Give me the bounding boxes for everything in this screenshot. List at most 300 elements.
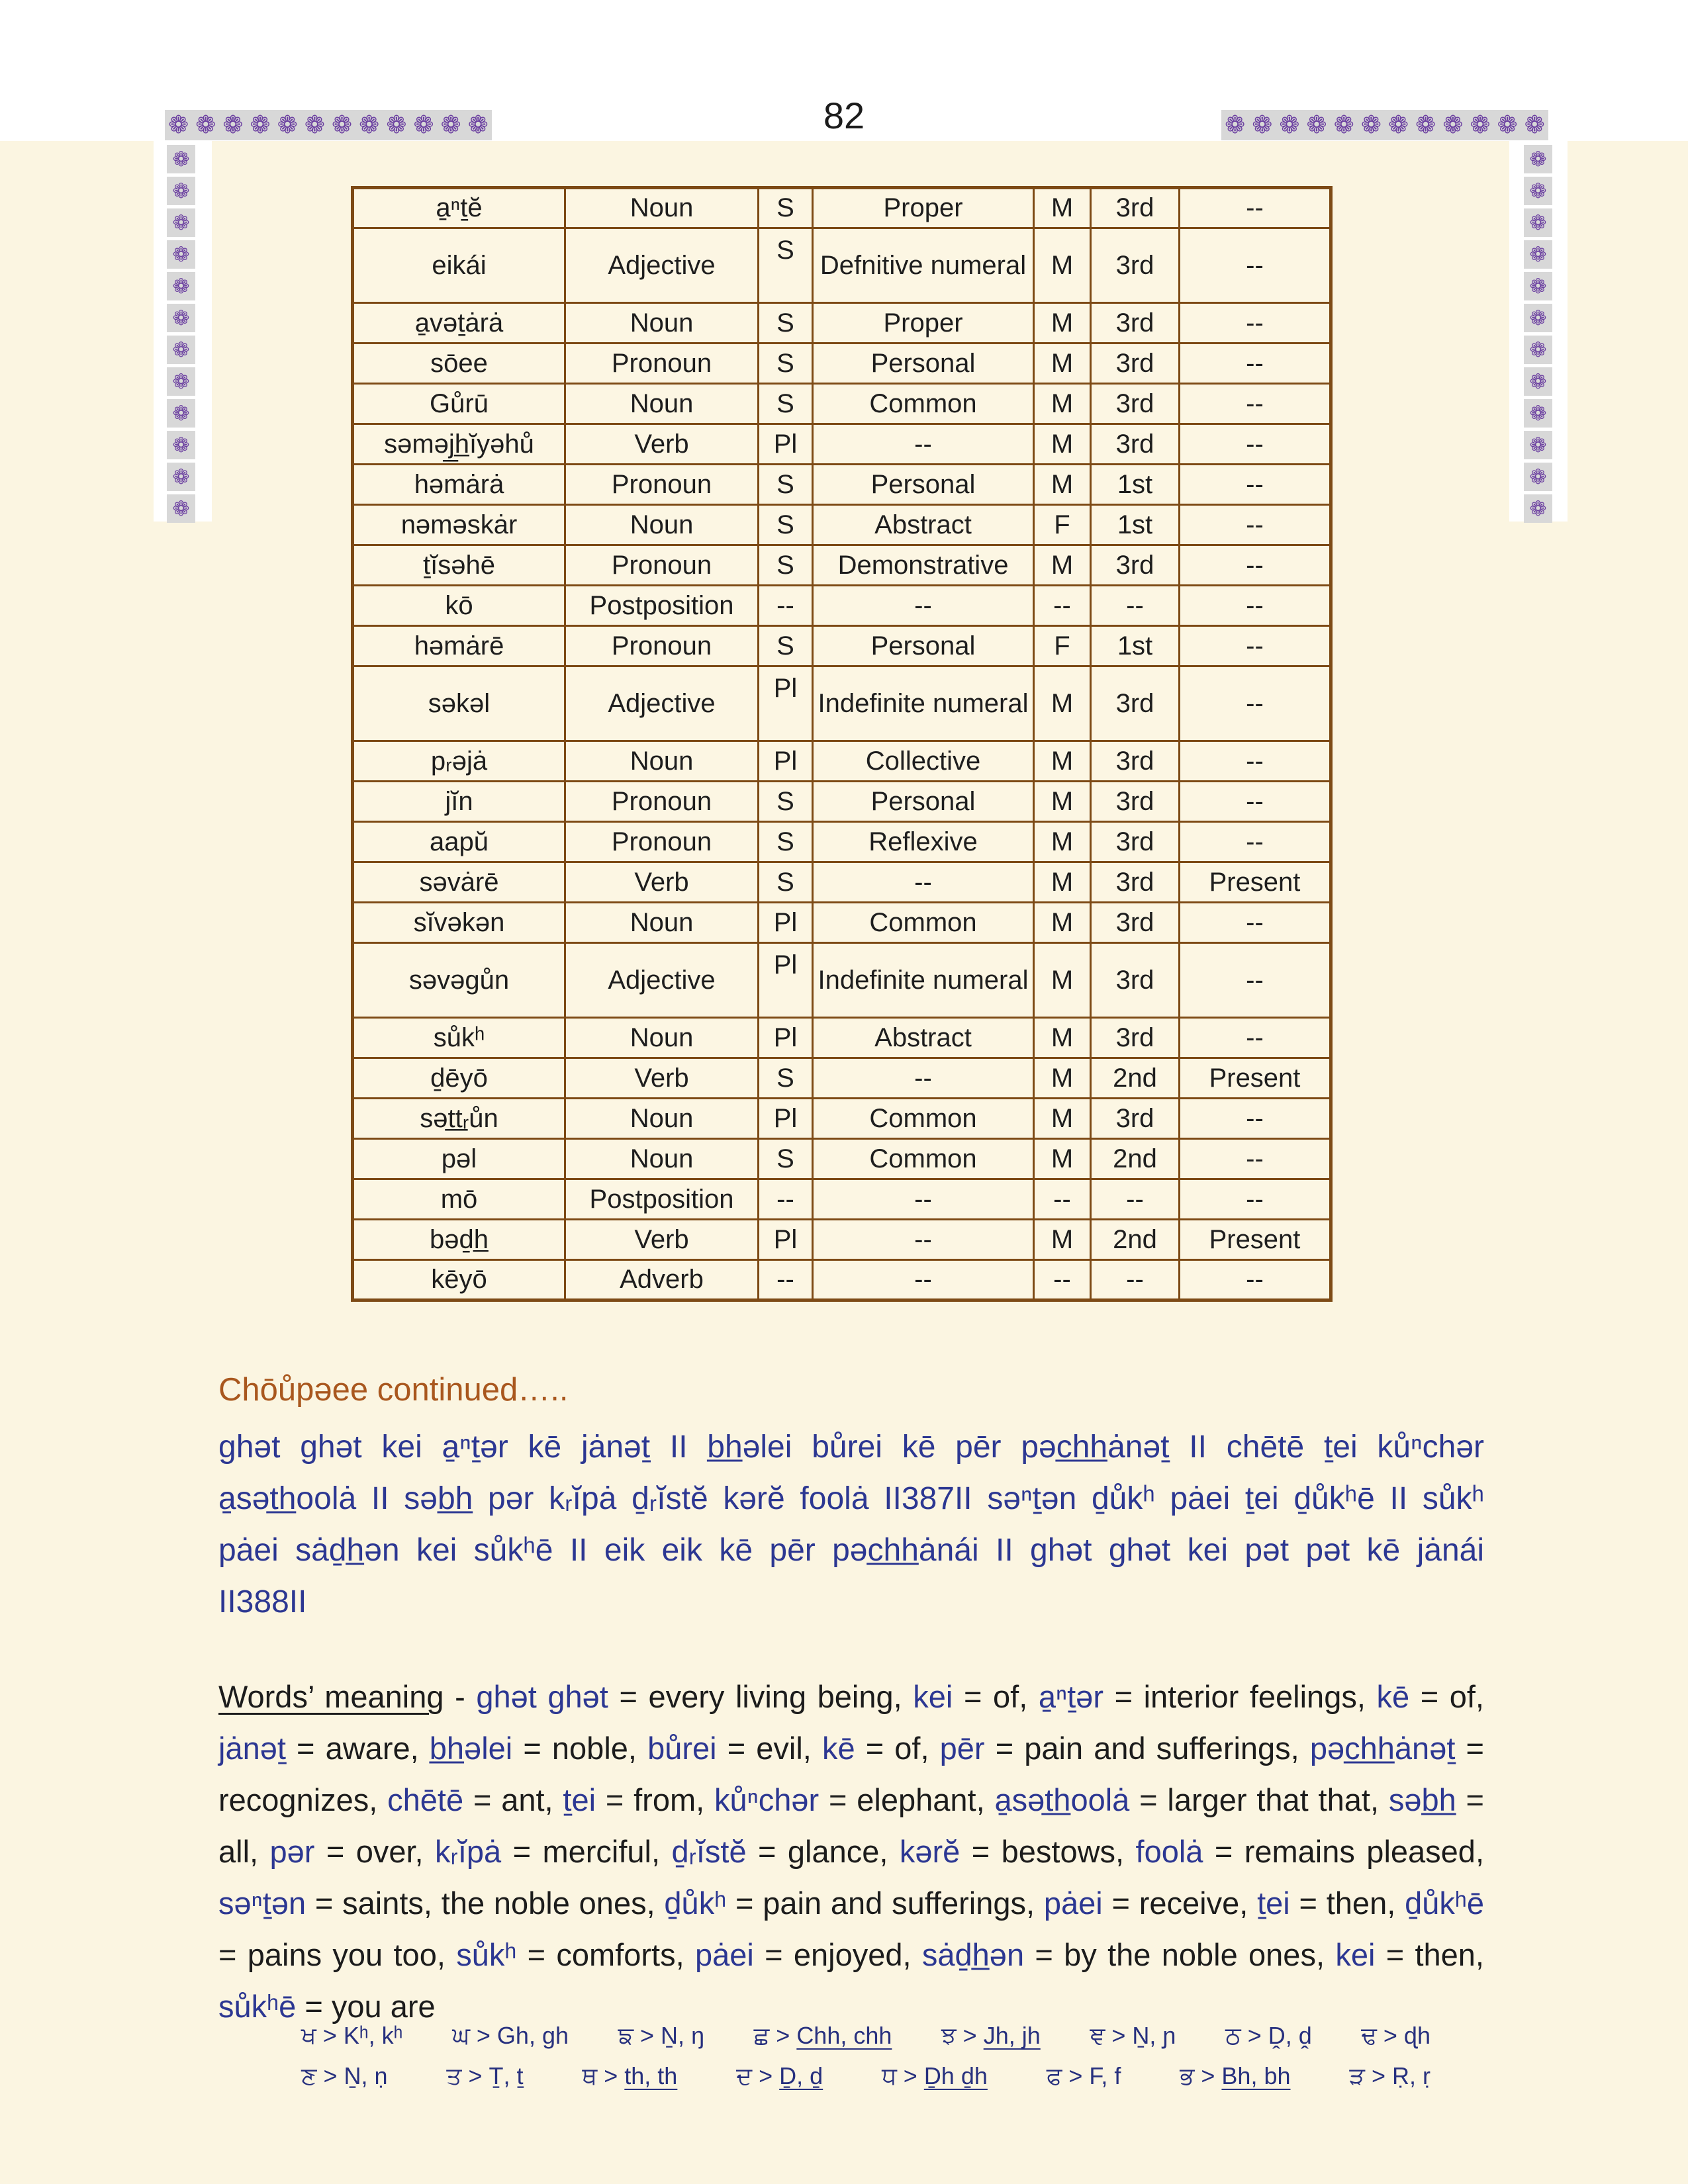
words-meaning-label: Words’ meaning (218, 1679, 444, 1714)
flower-icon: ❁ (172, 210, 190, 234)
flower-icon: ❁ (1529, 338, 1547, 361)
flower-tile (1524, 208, 1552, 237)
pos-cell: Pronoun (565, 626, 759, 666)
flower-icon: ❁ (1415, 111, 1436, 138)
meaning-text: = by the noble ones, (1024, 1937, 1336, 1972)
char-mapping-item (1180, 2062, 1290, 2091)
number-cell: S (759, 188, 813, 228)
type-cell: Proper (813, 303, 1034, 343)
gurmukhi-letter: ਞ (1090, 2022, 1105, 2049)
meaning-text: = of, (1409, 1679, 1484, 1714)
gurmukhi-letter: ਙ (618, 2022, 633, 2049)
flower-tile (1524, 336, 1552, 364)
table-row (353, 188, 1331, 228)
person-cell: 3rd (1091, 424, 1180, 465)
gender-cell: M (1034, 188, 1091, 228)
meaning-text: = then, (1375, 1937, 1484, 1972)
pos-cell: Adjective (565, 228, 759, 303)
flower-icon: ❁ (1529, 401, 1547, 425)
flower-icon: ❁ (1529, 242, 1547, 266)
gurmukhi-letter: ਠ (1225, 2022, 1241, 2049)
person-cell: 3rd (1091, 1018, 1180, 1058)
flower-icon: ❁ (1529, 369, 1547, 393)
flower-icon: ❁ (250, 111, 271, 138)
tense-cell: -- (1180, 228, 1331, 303)
word-cell: həmȧrȧ (353, 465, 565, 505)
flower-tile (1524, 272, 1552, 300)
table-row (353, 1139, 1331, 1179)
meaning-text: = ant, (463, 1782, 563, 1817)
word-cell: a̱ⁿṯĕ (353, 188, 565, 228)
transliterated-word: a̱ⁿṯər (1038, 1679, 1103, 1714)
gender-cell: M (1034, 1220, 1091, 1260)
section-heading: Chōůpəee continued….. (218, 1372, 569, 1408)
meaning-text: = over, (314, 1834, 436, 1869)
char-mapping-item (1225, 2022, 1312, 2050)
transliterated-word: pər (269, 1834, 315, 1869)
type-cell: Collective (813, 741, 1034, 782)
meaning-text: = evil, (716, 1731, 822, 1766)
latin-transliteration: Ṯ, ṯ (489, 2062, 524, 2089)
transliterated-word: səb̲h̲ (1388, 1782, 1456, 1817)
flower-tile (167, 367, 195, 396)
meaning-text: = you are (296, 1989, 436, 2024)
table-row (353, 1260, 1331, 1300)
table-row (353, 782, 1331, 822)
meaning-text: = noble, (512, 1731, 648, 1766)
table-row (353, 741, 1331, 782)
gurmukhi-letter: ਧ (882, 2062, 897, 2089)
tense-cell: -- (1180, 343, 1331, 384)
word-cell: sōee (353, 343, 565, 384)
number-cell: S (759, 545, 813, 586)
gender-cell: M (1034, 303, 1091, 343)
transliterated-word: pȧei (694, 1937, 754, 1972)
flower-icon: ❁ (172, 496, 190, 520)
pos-cell: Pronoun (565, 782, 759, 822)
gender-cell: M (1034, 384, 1091, 424)
type-cell: Proper (813, 188, 1034, 228)
type-cell: -- (813, 586, 1034, 626)
number-cell: Pl (759, 903, 813, 943)
latin-transliteration: th, th (624, 2062, 678, 2089)
gender-cell: F (1034, 626, 1091, 666)
maps-to-symbol: > (1241, 2022, 1268, 2049)
number-cell: Pl (759, 943, 813, 1018)
person-cell: 3rd (1091, 188, 1180, 228)
number-cell: Pl (759, 741, 813, 782)
tense-cell: -- (1180, 782, 1331, 822)
tense-cell: -- (1180, 188, 1331, 228)
flower-tile (167, 463, 195, 491)
person-cell: 1st (1091, 626, 1180, 666)
number-cell: S (759, 505, 813, 545)
type-cell: Abstract (813, 505, 1034, 545)
flower-icon: ❁ (1529, 274, 1547, 298)
transliterated-word: ḏůkʰē (1405, 1886, 1484, 1921)
flower-icon: ❁ (304, 111, 325, 138)
char-mapping-row-2 (301, 2062, 1430, 2091)
number-cell: Pl (759, 424, 813, 465)
gender-cell: M (1034, 1099, 1091, 1139)
pos-cell: Noun (565, 1139, 759, 1179)
meaning-text: = comforts, (516, 1937, 695, 1972)
transliterated-word: pəc̲h̲h̲ȧnəṯ (1309, 1731, 1456, 1766)
number-cell: S (759, 228, 813, 303)
word-cell: kēyō (353, 1260, 565, 1300)
maps-to-symbol: > (769, 2022, 797, 2049)
flower-icon: ❁ (1529, 179, 1547, 203)
transliterated-word: bůrei (647, 1731, 717, 1766)
tense-cell: Present (1180, 1058, 1331, 1099)
type-cell: -- (813, 424, 1034, 465)
gender-cell: M (1034, 228, 1091, 303)
gurmukhi-letter: ਖ (301, 2022, 316, 2049)
flower-tile (167, 240, 195, 269)
tense-cell: -- (1180, 303, 1331, 343)
flower-tile (1524, 367, 1552, 396)
gender-cell: M (1034, 782, 1091, 822)
flower-icon: ❁ (1529, 147, 1547, 171)
word-analysis-table (351, 186, 1333, 1302)
gurmukhi-letter: ਢ (1361, 2022, 1377, 2049)
char-mapping-item (1090, 2022, 1176, 2050)
meaning-text: = pains you too, (218, 1937, 457, 1972)
transliterated-word: jȧnəṯ (218, 1731, 286, 1766)
word-cell: ḏēyō (353, 1058, 565, 1099)
type-cell: Reflexive (813, 822, 1034, 862)
latin-transliteration: Gh, gh (496, 2022, 569, 2049)
flower-column-right (1524, 145, 1552, 523)
verse-line: ghət ghət kei a̱ⁿṯər kē jȧnəṯ II b̲h̲əlei bůrei kē pēr pəc̲h̲h̲ȧnəṯ II chētē ṯei kůⁿchər (218, 1430, 1484, 1465)
table-row (353, 505, 1331, 545)
number-cell: S (759, 862, 813, 903)
flower-tile (167, 431, 195, 459)
maps-to-symbol: > (316, 2062, 344, 2089)
number-cell: S (759, 822, 813, 862)
tense-cell: -- (1180, 424, 1331, 465)
transliterated-word: səⁿṯən (218, 1886, 306, 1921)
char-mapping-item (1047, 2062, 1121, 2091)
type-cell: -- (813, 1260, 1034, 1300)
transliterated-word: kei (1335, 1937, 1376, 1972)
latin-transliteration: Ḓ, ḓ (1268, 2022, 1312, 2049)
table-row (353, 465, 1331, 505)
transliterated-word: ghət ghət (476, 1679, 608, 1714)
pos-cell: Noun (565, 188, 759, 228)
tense-cell: Present (1180, 862, 1331, 903)
table-row (353, 626, 1331, 666)
gender-cell: M (1034, 943, 1091, 1018)
verse-paragraph (218, 1422, 1484, 1628)
pos-cell: Verb (565, 1220, 759, 1260)
word-cell: səməj̲h̲ĭyəhů (353, 424, 565, 465)
char-mapping-item (1361, 2022, 1430, 2050)
pos-cell: Postposition (565, 1179, 759, 1220)
person-cell: -- (1091, 1179, 1180, 1220)
pos-cell: Pronoun (565, 822, 759, 862)
gender-cell: -- (1034, 1260, 1091, 1300)
type-cell: -- (813, 1220, 1034, 1260)
gender-cell: M (1034, 465, 1091, 505)
table-row (353, 545, 1331, 586)
flower-tile (167, 208, 195, 237)
pos-cell: Adjective (565, 943, 759, 1018)
type-cell: -- (813, 1179, 1034, 1220)
person-cell: 3rd (1091, 741, 1180, 782)
transliterated-word: sůkʰ (456, 1937, 517, 1972)
gurmukhi-letter: ਣ (301, 2062, 317, 2089)
number-cell: Pl (759, 1018, 813, 1058)
person-cell: 3rd (1091, 384, 1180, 424)
meaning-text: = aware, (285, 1731, 430, 1766)
table-row (353, 1058, 1331, 1099)
tense-cell: -- (1180, 1018, 1331, 1058)
word-cell: həmȧrē (353, 626, 565, 666)
pos-cell: Pronoun (565, 343, 759, 384)
flower-tile (1524, 304, 1552, 332)
pos-cell: Noun (565, 1099, 759, 1139)
table-row (353, 1220, 1331, 1260)
flower-icon: ❁ (413, 111, 434, 138)
flower-icon: ❁ (172, 306, 190, 330)
transliterated-word: kē (821, 1731, 855, 1766)
flower-tile (167, 494, 195, 523)
tense-cell: -- (1180, 626, 1331, 666)
flower-icon: ❁ (359, 111, 380, 138)
char-mapping-item (301, 2062, 388, 2091)
type-cell: Abstract (813, 1018, 1034, 1058)
gurmukhi-letter: ਭ (1180, 2062, 1195, 2089)
gurmukhi-letter: ਝ (941, 2022, 957, 2049)
transliterated-word: ḏᵣĭstĕ (671, 1834, 747, 1869)
char-mapping-item (736, 2062, 823, 2091)
person-cell: -- (1091, 1260, 1180, 1300)
flower-icon: ❁ (172, 465, 190, 488)
word-cell: a̱vəṯȧrȧ (353, 303, 565, 343)
meaning-text: = recognizes, (218, 1731, 1484, 1817)
latin-transliteration: Kʰ, kʰ (343, 2022, 403, 2049)
pos-cell: Verb (565, 1058, 759, 1099)
table-row (353, 1179, 1331, 1220)
pos-cell: Pronoun (565, 465, 759, 505)
flower-icon: ❁ (332, 111, 353, 138)
transliterated-word: a̱sət̲h̲oolȧ (994, 1782, 1130, 1817)
gurmukhi-letter: ਦ (736, 2062, 753, 2089)
word-cell: bəḏh̲ (353, 1220, 565, 1260)
tense-cell: -- (1180, 384, 1331, 424)
pos-cell: Noun (565, 505, 759, 545)
flower-icon: ❁ (1497, 111, 1518, 138)
table-row (353, 586, 1331, 626)
maps-to-symbol: > (1376, 2022, 1404, 2049)
flower-tile (167, 399, 195, 428)
transliterated-word: kərĕ (899, 1834, 961, 1869)
person-cell: 1st (1091, 505, 1180, 545)
maps-to-symbol: > (1364, 2062, 1392, 2089)
gender-cell: -- (1034, 586, 1091, 626)
number-cell: -- (759, 586, 813, 626)
meaning-text: = of, (953, 1679, 1039, 1714)
tense-cell: -- (1180, 505, 1331, 545)
flower-icon: ❁ (172, 338, 190, 361)
flower-tile (1524, 177, 1552, 205)
flower-tile (1524, 494, 1552, 523)
person-cell: 3rd (1091, 782, 1180, 822)
flower-tile (1524, 399, 1552, 428)
person-cell: 3rd (1091, 666, 1180, 741)
gender-cell: -- (1034, 1179, 1091, 1220)
word-cell: sət̲t̲ᵣůn (353, 1099, 565, 1139)
number-cell: S (759, 303, 813, 343)
type-cell: Personal (813, 343, 1034, 384)
char-mapping-item (301, 2022, 402, 2050)
meaning-text: = pain and sufferings, (984, 1731, 1310, 1766)
type-cell: Common (813, 384, 1034, 424)
tense-cell: -- (1180, 1099, 1331, 1139)
type-cell: Defnitive numeral (813, 228, 1034, 303)
type-cell: Personal (813, 782, 1034, 822)
person-cell: 2nd (1091, 1139, 1180, 1179)
char-mapping-item (618, 2022, 704, 2050)
table-row (353, 666, 1331, 741)
maps-to-symbol: > (896, 2062, 924, 2089)
word-cell: pəl (353, 1139, 565, 1179)
number-cell: S (759, 384, 813, 424)
word-cell: pᵣəjȧ (353, 741, 565, 782)
type-cell: Common (813, 1139, 1034, 1179)
flower-icon: ❁ (1529, 465, 1547, 488)
words-meaning-paragraph (218, 1671, 1484, 2032)
type-cell: -- (813, 1058, 1034, 1099)
flower-icon: ❁ (1333, 111, 1354, 138)
transliterated-word: ḏůkʰ (664, 1886, 727, 1921)
meaning-text: = all, (218, 1782, 1484, 1869)
meaning-text: = then, (1289, 1886, 1405, 1921)
meaning-text: = enjoyed, (753, 1937, 922, 1972)
flower-tile (1524, 431, 1552, 459)
tense-cell: -- (1180, 1179, 1331, 1220)
type-cell: Indefinite numeral (813, 666, 1034, 741)
type-cell: Common (813, 1099, 1034, 1139)
flower-icon: ❁ (172, 369, 190, 393)
flower-tile (1524, 145, 1552, 173)
latin-transliteration: Chh, chh (796, 2022, 892, 2049)
gender-cell: M (1034, 822, 1091, 862)
char-mapping-item (452, 2022, 569, 2050)
meaning-text: = of, (855, 1731, 940, 1766)
transliterated-word: b̲h̲əlei (429, 1731, 513, 1766)
table-row (353, 303, 1331, 343)
transliterated-word: pȧei (1043, 1886, 1103, 1921)
meaning-text: = bestows, (960, 1834, 1136, 1869)
flower-tile (1524, 463, 1552, 491)
maps-to-symbol: > (633, 2022, 661, 2049)
latin-transliteration: F, f (1089, 2062, 1121, 2089)
latin-transliteration: Ṛ, ṛ (1391, 2062, 1430, 2089)
maps-to-symbol: > (1062, 2062, 1090, 2089)
transliterated-word: sůkʰē (218, 1989, 297, 2024)
flower-icon: ❁ (1225, 111, 1246, 138)
tense-cell: -- (1180, 903, 1331, 943)
flower-icon: ❁ (1360, 111, 1382, 138)
person-cell: 3rd (1091, 303, 1180, 343)
person-cell: 3rd (1091, 343, 1180, 384)
gender-cell: M (1034, 1139, 1091, 1179)
flower-icon: ❁ (1388, 111, 1409, 138)
gender-cell: M (1034, 741, 1091, 782)
person-cell: 3rd (1091, 822, 1180, 862)
meaning-text: = larger that that, (1129, 1782, 1389, 1817)
flower-icon: ❁ (277, 111, 298, 138)
maps-to-symbol: > (752, 2062, 780, 2089)
number-cell: S (759, 626, 813, 666)
char-mapping-item (446, 2062, 523, 2091)
latin-transliteration: Bh, bh (1221, 2062, 1291, 2089)
flower-icon: ❁ (1279, 111, 1300, 138)
transliterated-word: ṯei (563, 1782, 596, 1817)
pos-cell: Noun (565, 384, 759, 424)
flower-icon: ❁ (1529, 433, 1547, 457)
flower-icon: ❁ (172, 179, 190, 203)
tense-cell: -- (1180, 822, 1331, 862)
flower-icon: ❁ (172, 433, 190, 457)
person-cell: 3rd (1091, 545, 1180, 586)
char-mapping-row-1 (301, 2022, 1430, 2050)
number-cell: S (759, 782, 813, 822)
flower-icon: ❁ (172, 274, 190, 298)
flower-icon: ❁ (1442, 111, 1464, 138)
flower-icon: ❁ (168, 111, 189, 138)
word-cell: nəməskȧr (353, 505, 565, 545)
table-row (353, 343, 1331, 384)
type-cell: Indefinite numeral (813, 943, 1034, 1018)
tense-cell: -- (1180, 1139, 1331, 1179)
gender-cell: M (1034, 666, 1091, 741)
flower-icon: ❁ (1470, 111, 1491, 138)
meaning-text: = saints, the noble ones, (306, 1886, 665, 1921)
pos-cell: Adjective (565, 666, 759, 741)
maps-to-symbol: > (956, 2022, 984, 2049)
table-row (353, 384, 1331, 424)
gurmukhi-letter: ਛ (753, 2022, 770, 2049)
maps-to-symbol: > (1194, 2062, 1222, 2089)
gender-cell: M (1034, 424, 1091, 465)
person-cell: 2nd (1091, 1058, 1180, 1099)
word-cell: eikái (353, 228, 565, 303)
flower-icon: ❁ (1252, 111, 1273, 138)
number-cell: S (759, 465, 813, 505)
meaning-text: = elephant, (819, 1782, 995, 1817)
word-cell: jĭn (353, 782, 565, 822)
gender-cell: M (1034, 1018, 1091, 1058)
char-mapping-item (582, 2062, 677, 2091)
tense-cell: -- (1180, 465, 1331, 505)
tense-cell: -- (1180, 666, 1331, 741)
number-cell: Pl (759, 1099, 813, 1139)
gender-cell: M (1034, 1058, 1091, 1099)
meaning-text: = remains pleased, (1203, 1834, 1484, 1869)
person-cell: -- (1091, 586, 1180, 626)
verse-line: a̱sət̲h̲oolȧ II səb̲h̲ pər kᵣĭpȧ ḏᵣĭstĕ kərĕ foolȧ II387II səⁿṯən ḏůkʰ pȧei ṯei ḏůkʰē II sůkʰ (218, 1481, 1484, 1516)
meaning-text: = glance, (746, 1834, 900, 1869)
meaning-text: = every living being, (608, 1679, 914, 1714)
flower-icon: ❁ (195, 111, 216, 138)
transliterated-word: kē (1376, 1679, 1410, 1714)
transliterated-word: sȧḏh̲ən (921, 1937, 1025, 1972)
number-cell: S (759, 343, 813, 384)
pos-cell: Adverb (565, 1260, 759, 1300)
